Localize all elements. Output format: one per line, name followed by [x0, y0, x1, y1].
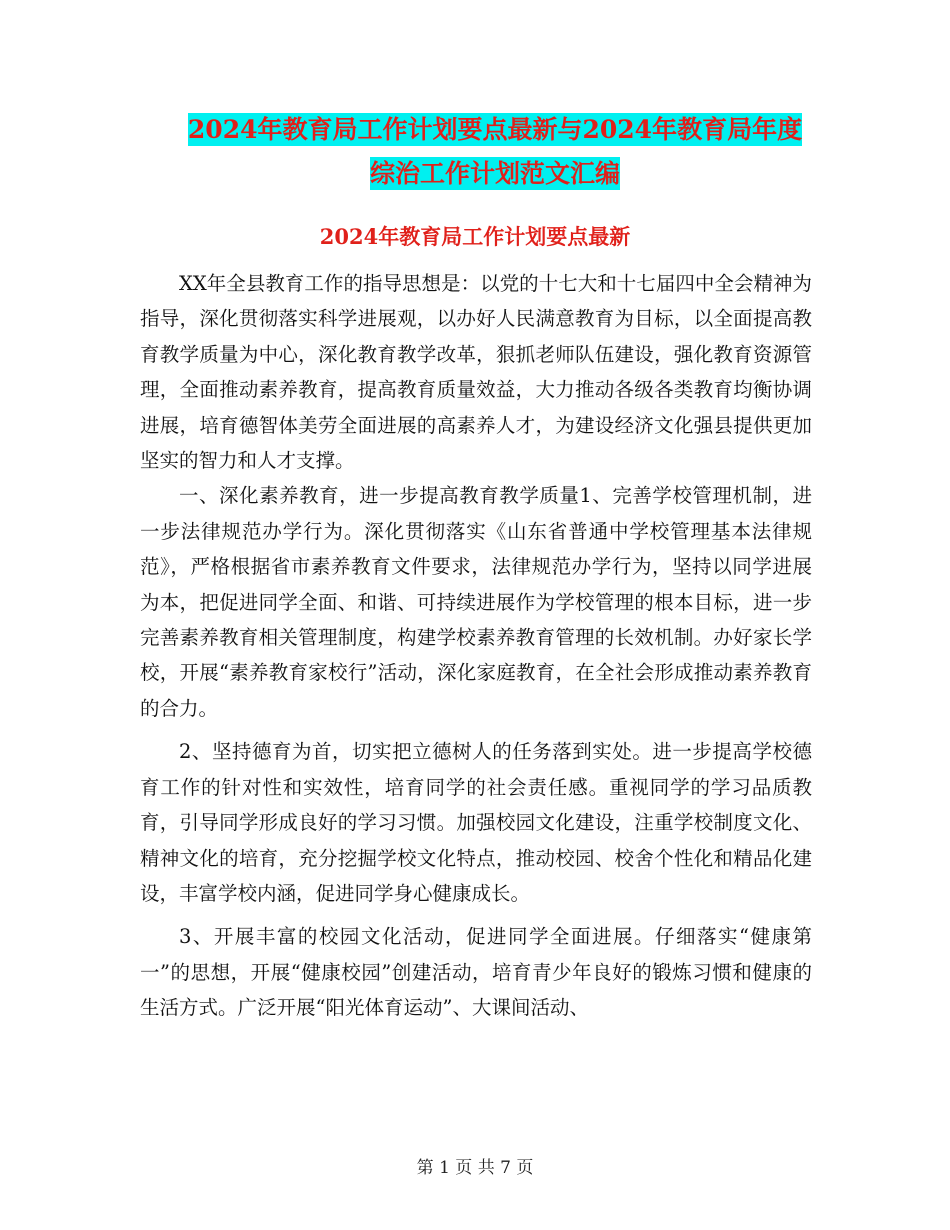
page-footer: 第 1 页 共 7 页	[416, 1158, 534, 1178]
title-highlight: 综治工作计划范文汇编	[369, 159, 620, 188]
paragraph: XX年全县教育工作的指导思想是：以党的十七大和十七届四中全会精神为指导，深化贯彻落实科学进展观，以办好人民满意教育为目标，以全面提高教育教学质量为中心，深化教育教学改革，狠抓老师队伍建设，强化教育资源管理，全面推动素养教育，提高教育质量效益，大力推动各级各类教育均衡协调进展，培育德智体美劳全面进展的高素养人才，为建设经济文化强县提供更加坚实的智力和人才支撑。	[140, 272, 812, 473]
document-title-line-1	[140, 108, 850, 152]
document-body	[140, 266, 812, 1026]
title-highlight: 2024年教育局工作计划要点最新与2024年教育局年度	[187, 115, 803, 144]
paragraph: 2、坚持德育为首，切实把立德树人的任务落到实处。进一步提高学校德育工作的针对性和实效性，培育同学的社会责任感。重视同学的学习品质教育，引导同学形成良好的学习习惯。加强校园文化建设，注重学校制度文化、精神文化的培育，充分挖掘学校文化特点，推动校园、校舍个性化和精品化建设，丰富学校内涵，促进同学身心健康成长。	[140, 740, 812, 905]
paragraph: 一、深化素养教育，进一步提高教育教学质量1、完善学校管理机制，进一步法律规范办学行为。深化贯彻落实《山东省普通中学校管理基本法律规范》，严格根据省市素养教育文件要求，法律规范办学行为，坚持以同学进展为本，把促进同学全面、和谐、可持续进展作为学校管理的根本目标，进一步完善素养教育相关管理制度，构建学校素养教育管理的长效机制。办好家长学校，开展“素养教育家校行”活动，深化家庭教育，在全社会形成推动素养教育的合力。	[140, 484, 812, 720]
paragraph: 3、开展丰富的校园文化活动，促进同学全面进展。仔细落实“健康第一”的思想，开展“健康校园”创建活动，培育青少年良好的锻炼习惯和健康的生活方式。广泛开展“阳光体育运动”、大课间活动、	[140, 925, 812, 1020]
section-title: 2024年教育局工作计划要点最新	[319, 224, 631, 249]
document-title-line-2	[140, 152, 850, 196]
